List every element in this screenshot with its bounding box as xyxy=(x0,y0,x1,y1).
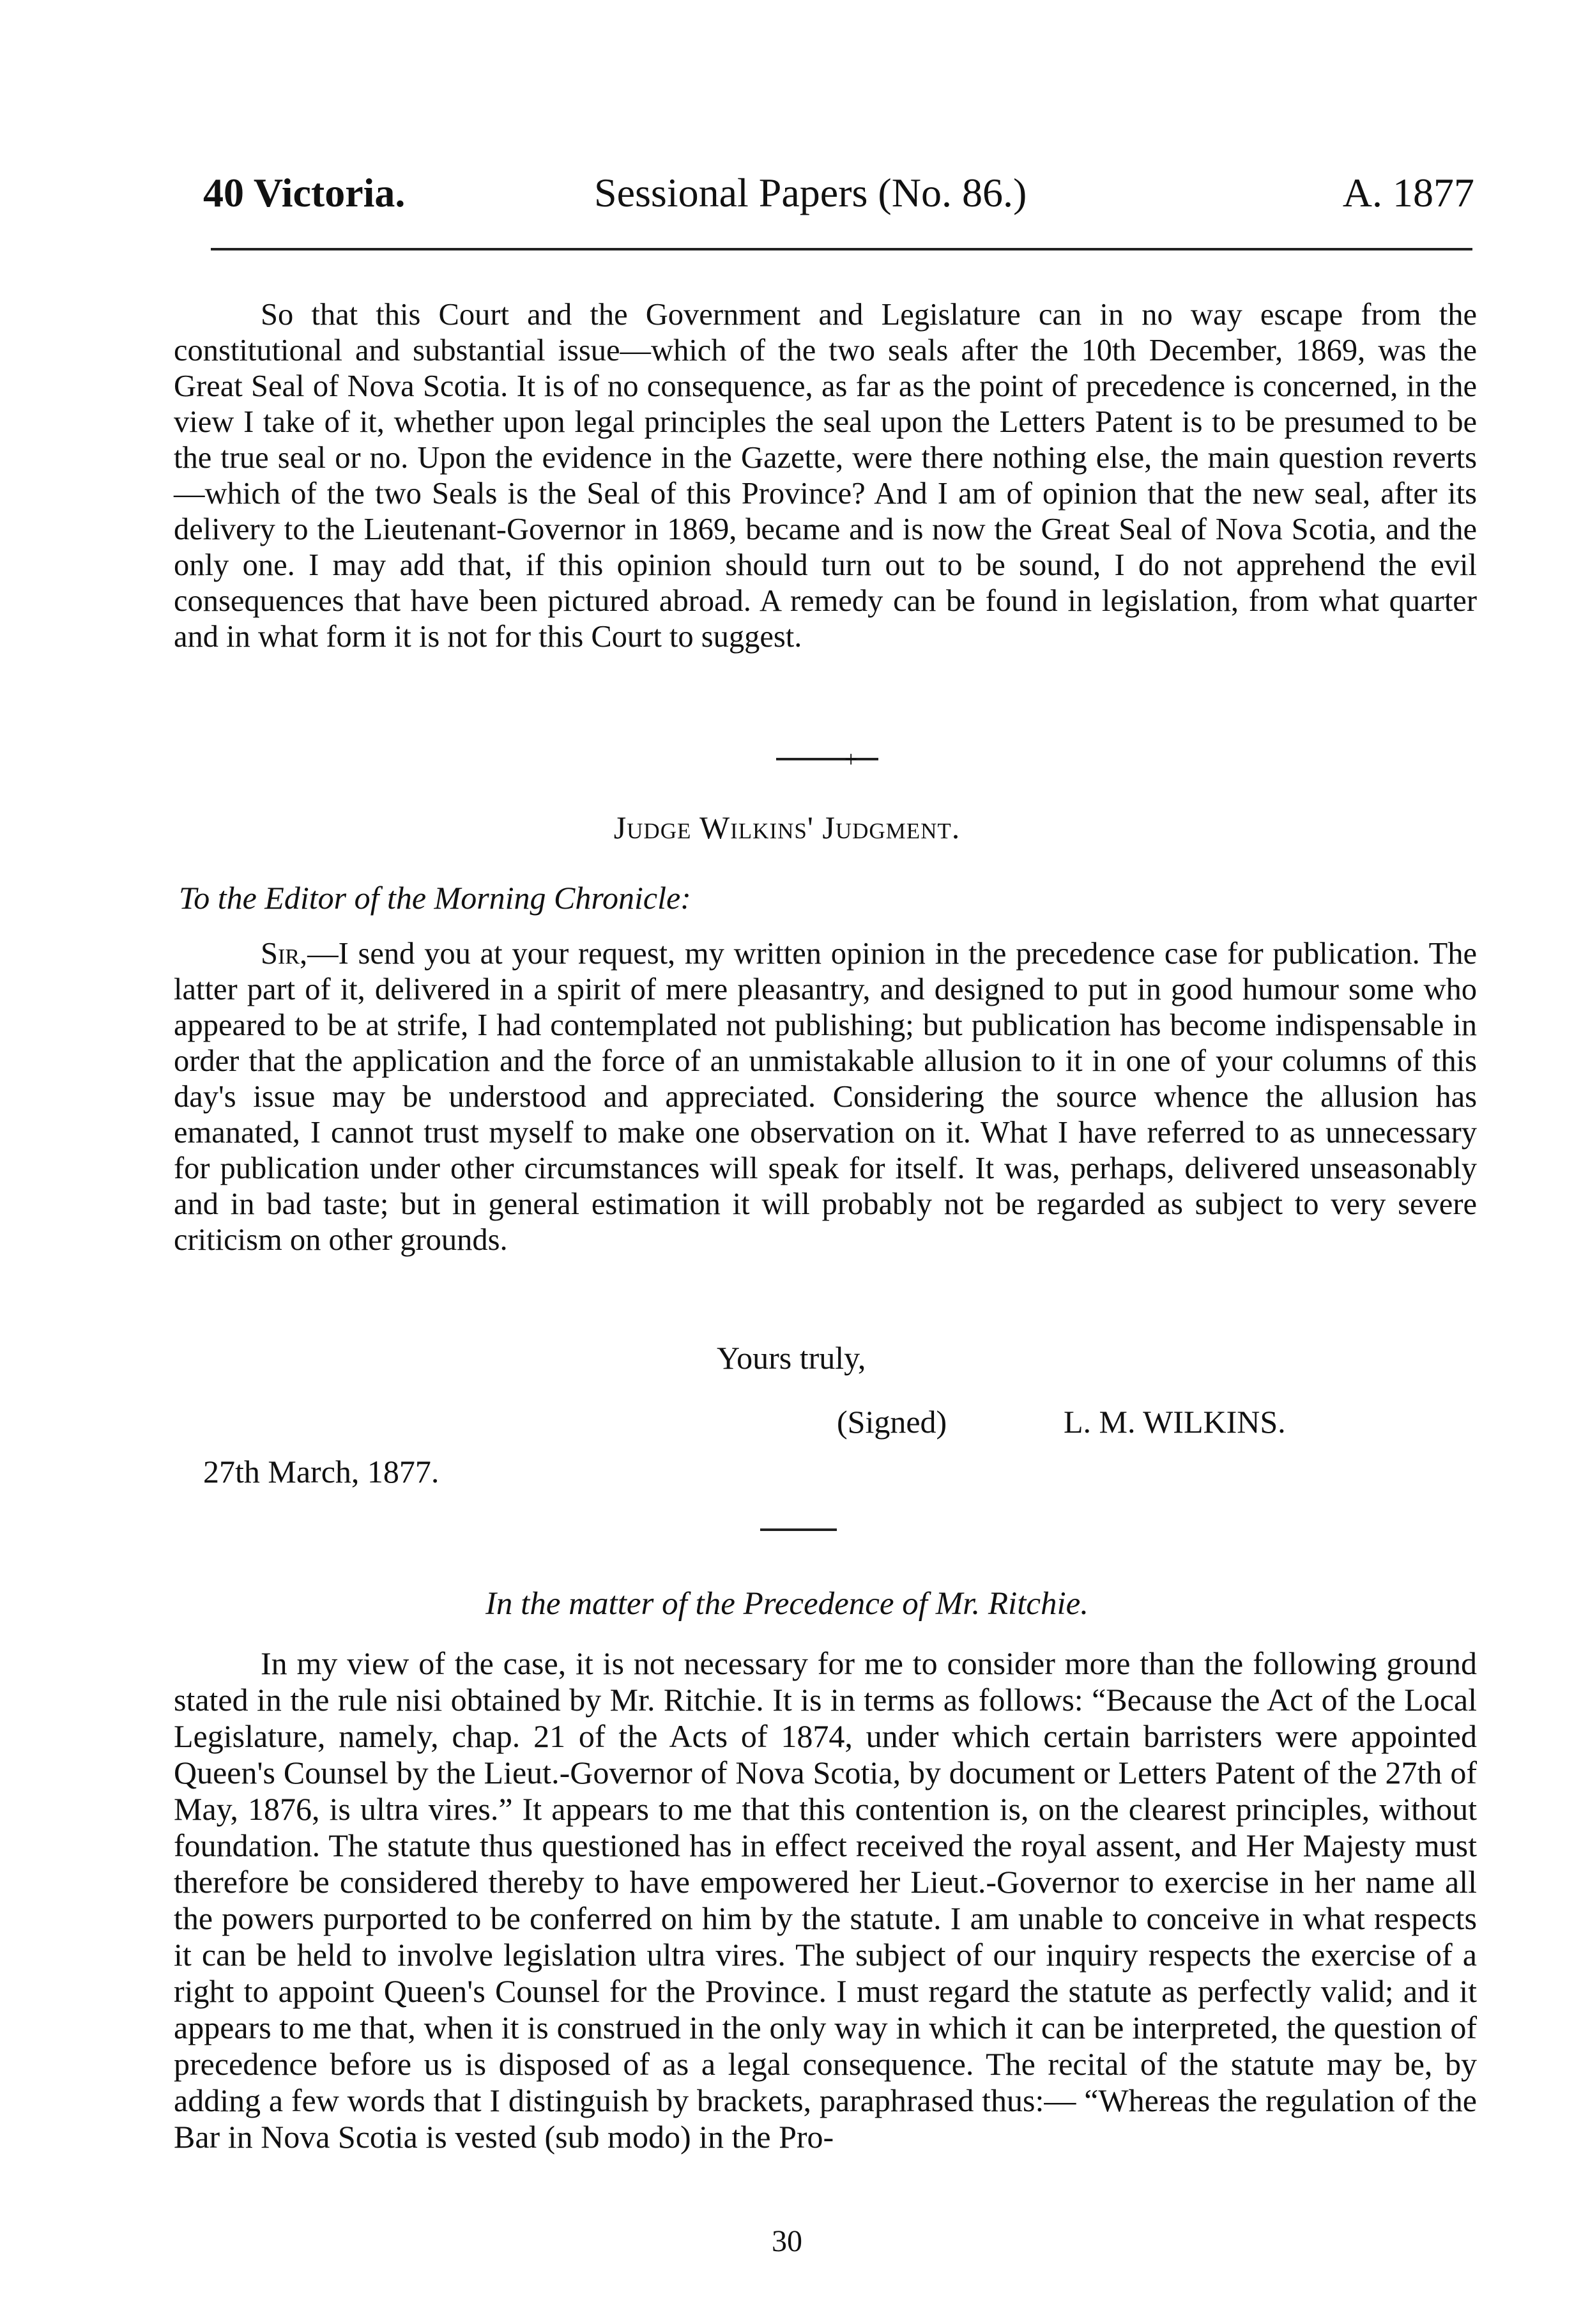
letter-date: 27th March, 1877. xyxy=(203,1454,439,1489)
letter-text: —I send you at your request, my written opinion in the precedence case for publication. The latter part of it, delivered in a spirit of mere pleasantry, and designed to put in good humour some who appeared to be at strife, I had contemplated not publishing; but publication has become indispensable in order that the application and the force of an unmistakable allusion to it in one of your columns of this day's issue may be understood and appreciated. Considering the source whence the allusion has emanated, I cannot trust myself to make one observation on it. What I have referred to as unnecessary for publication under other circumstances will speak for itself. It was, perhaps, delivered unseasonably and in bad taste; but in general estimation it will probably not be regarded as subject to very severe criticism on other grounds. xyxy=(174,937,1477,1257)
header-rule xyxy=(211,248,1472,250)
paragraph-text: So that this Court and the Government and Legislature can in no way escape from the constitutional and substantial issue—which of the two seals after the 10th December, 1869, was the Great Seal of Nova Scotia. It is of no consequence, as far as the point of precedence is concerned, in the view I take of it, whether upon legal principles the seal upon the Letters Patent is to be presumed to be the true seal or no. Upon the evidence in the Gazette, were there nothing else, the main question reverts —which of the two Seals is the Seal of this Province? And I am of opinion that the new seal, after its delivery to the Lieutenant-Governor in 1869, became and is now the Great Seal of Nova Scotia, and the only one. I may add that, if this opinion should turn out to be sound, I do not apprehend the evil consequences that have been pictured abroad. A remedy can be found in legislation, from what quarter and in what form it is not for this Court to suggest. xyxy=(174,298,1477,654)
letter-signer: L. M. WILKINS. xyxy=(1064,1404,1286,1440)
header-title: Sessional Papers (No. 86.) xyxy=(594,170,1027,215)
letter-salutation: Sir, xyxy=(261,937,308,971)
letter-paragraph xyxy=(174,936,1477,1258)
page-number: 30 xyxy=(772,2224,802,2258)
header-year: A. 1877 xyxy=(1342,170,1474,215)
paragraph-judgment xyxy=(174,1645,1477,2155)
header-session: 40 Victoria. xyxy=(203,170,406,215)
letter-signed-label: (Signed) xyxy=(837,1404,947,1440)
section-heading-judgment: Judge Wilkins' Judgment. xyxy=(613,810,961,845)
letter-addressee: To the Editor of the Morning Chronicle: xyxy=(179,880,691,916)
letter-closing: Yours truly, xyxy=(717,1340,866,1376)
section-divider xyxy=(760,1528,837,1531)
paragraph-court-issue xyxy=(174,297,1477,655)
paragraph-text: In my view of the case, it is not necessary for me to consider more than the following ground stated in the rule nisi obtained by Mr. Ritchie. It is in terms as follows: “Because the Act of the Local Legislature, namely, chap. 21 of the Acts of 1874, under which certain barristers were appointed Queen's Counsel by the Lieut.-Governor of Nova Scotia, by document or Letters Patent of the 27th of May, 1876, is ultra vires.” It appears to me that this contention is, on the clearest principles, without foundation. The statute thus questioned has in effect received the royal assent, and Her Majesty must therefore be considered thereby to have empowered her Lieut.-Governor to exercise in her name all the powers purported to be conferred on him by the statute. I am unable to conceive in what respects it can be held to involve legislation ultra vires. The subject of our inquiry respects the exercise of a right to appoint Queen's Counsel for the Province. I must regard the statute as perfectly valid; and it appears to me that, when it is construed in the only way in which it can be interpreted, the question of precedence before us is disposed of as a legal consequence. The recital of the statute may be, by adding a few words that I distinguish by brackets, paraphrased thus:— “Whereas the regulation of the Bar in Nova Scotia is vested (sub modo) in the Pro- xyxy=(174,1645,1477,2155)
page-header xyxy=(0,167,1574,219)
section-divider xyxy=(776,758,878,760)
section-heading-matter: In the matter of the Precedence of Mr. Ritchie. xyxy=(485,1586,1089,1622)
divider-dagger-icon: + xyxy=(844,746,858,772)
letter-body xyxy=(174,936,1477,1258)
